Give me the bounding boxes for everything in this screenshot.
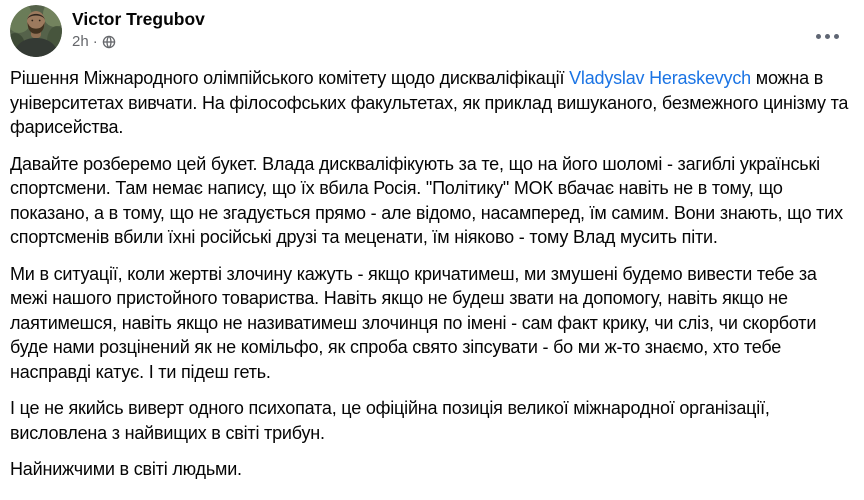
user-photo-icon: [10, 44, 62, 57]
tagged-profile-link[interactable]: Vladyslav Heraskevych: [569, 68, 751, 88]
paragraph-5: Найнижчими в світі людьми.: [10, 459, 242, 479]
author-name-link[interactable]: Victor Tregubov: [72, 9, 205, 29]
post-body-text: [10, 66, 852, 482]
meta-separator: ·: [92, 33, 98, 50]
post-timestamp[interactable]: 2h: [72, 33, 89, 50]
ellipsis-icon: [816, 34, 839, 39]
paragraph-3: Ми в ситуації, коли жертві злочину кажуть - якщо кричатимеш, ми змушені будемо вивести тебе за межі нашого пристойного товариства. Навіть якщо не будеш звати на допомогу, навіть якщо не лаятимешся, навіть якщо не називатимеш злочинця по імені - сам факт крику, чи сліз, чи скорботи буде нами розцінений як не комільфо, як спроба свято зіпсувати - бо ми ж-то знаємо, хто тебе насправді катує. І ти підеш геть.: [10, 263, 817, 382]
post-header-info: [72, 5, 205, 51]
paragraph-1-text-before: Рішення Міжнародного олімпійського комітету щодо дискваліфікації: [10, 68, 570, 88]
paragraph-1: [10, 66, 852, 140]
paragraph-2: Давайте розберемо цей букет. Влада дискваліфікують за те, що на його шоломі - загиблі українські спортсмени. Там немає напису, що їх вбила Росія. "Політику" МОК вбачає навіть не в тому, що показано, а в тому, що не згадується прямо - але відомо, насамперед, їм самим. Вони знають, що тих спортсменів вбили їхні російські друзі та меценати, їм ніяково - тому Влад мусить піти.: [10, 153, 843, 247]
globe-icon: [102, 35, 116, 49]
post-meta-row: [72, 32, 205, 51]
paragraph-1-text-after: можна в університетах вивчати. На філософських факультетах, як приклад вишуканого, безмежного цинізму та фарисейства.: [10, 68, 849, 137]
post-more-options-button[interactable]: [810, 21, 844, 51]
post-header: [10, 5, 854, 59]
avatar[interactable]: [10, 5, 62, 57]
paragraph-4: І це не якийсь виверт одного психопата, це офіційна позиція великої міжнародної організації, висловлена з найвищих в світі трибун.: [10, 398, 770, 443]
